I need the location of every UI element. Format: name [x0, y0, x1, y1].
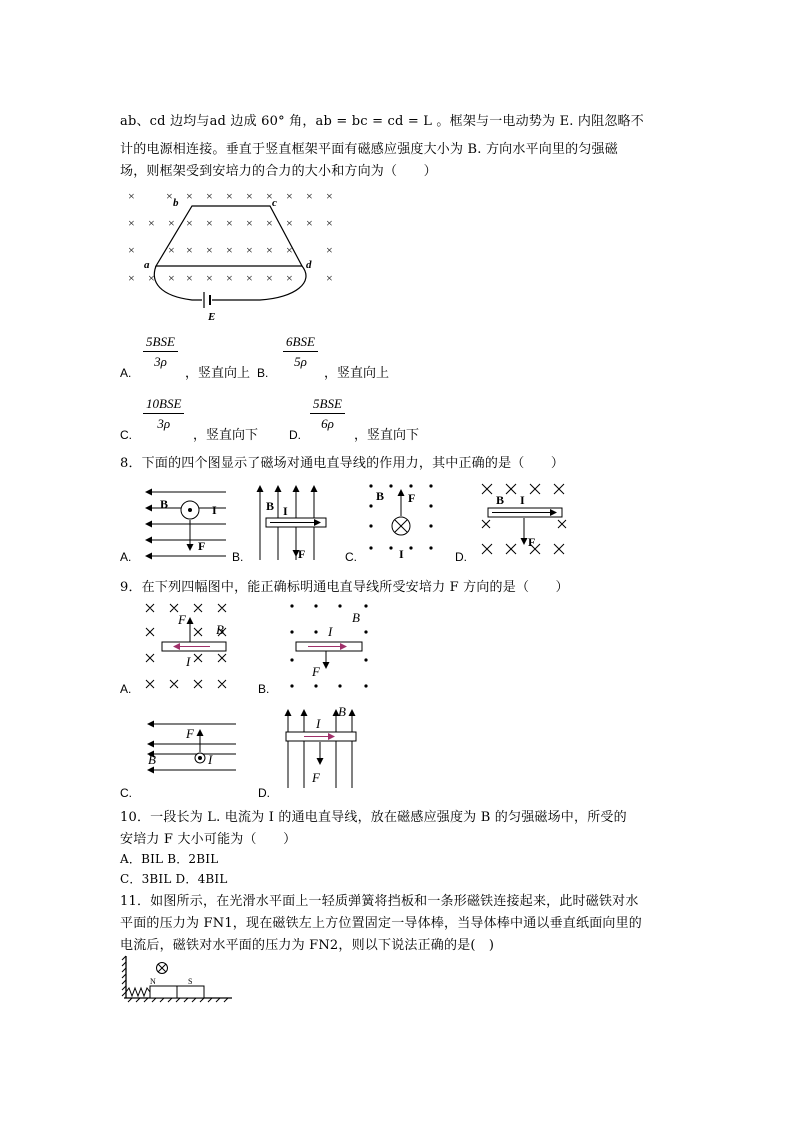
trapezoid-frame: [156, 206, 302, 266]
q8-figure-c: [369, 484, 432, 561]
q9-option-d[interactable]: D.: [258, 786, 270, 800]
svg-text:×: ×: [186, 271, 193, 285]
q11-magnet-figure: [118, 954, 238, 1006]
q9-figure-d: [286, 710, 356, 788]
q7-option-d-letter[interactable]: D.: [289, 428, 301, 442]
q9-a-b-label: B: [216, 622, 224, 637]
q7-option-b-letter[interactable]: B.: [257, 366, 269, 380]
label-c: c: [272, 197, 277, 209]
q7-option-d-fraction: [310, 396, 345, 432]
q7-option-c-den: 3ρ: [157, 416, 171, 431]
q10-line-2: 安培力 F 大小可能为（ ）: [120, 832, 297, 847]
q7-option-b-num: 6BSE: [283, 334, 318, 352]
svg-text:×: ×: [168, 243, 175, 257]
q11-line-2: 平面的压力为 FN1，现在磁铁左上方位置固定一导体棒，当导体棒中通以垂直纸面向里的: [120, 916, 642, 931]
svg-text:×: ×: [128, 189, 135, 203]
svg-text:×: ×: [206, 216, 213, 230]
magnet-n-label: N: [150, 977, 156, 986]
q7-option-c-num: 10BSE: [143, 396, 184, 414]
svg-text:×: ×: [128, 216, 135, 230]
q9-a-i-label: I: [186, 654, 191, 669]
q9-b-f-label: F: [312, 664, 320, 679]
svg-text:×: ×: [128, 271, 135, 285]
q10-options-cd[interactable]: C．3BIL D．4BIL: [120, 872, 228, 886]
label-b: b: [173, 197, 179, 209]
svg-text:×: ×: [226, 189, 233, 203]
svg-text:×: ×: [266, 216, 273, 230]
q7-option-a-num: 5BSE: [143, 334, 178, 352]
q8-option-c[interactable]: C.: [345, 550, 357, 564]
svg-text:×: ×: [206, 243, 213, 257]
svg-text:×: ×: [246, 271, 253, 285]
svg-text:×: ×: [326, 243, 333, 257]
q9-d-b-label: B: [338, 704, 346, 719]
q11-line-1: 11．如图所示，在光滑水平面上一轻质弹簧将挡板和一条形磁铁连接起来，此时磁铁对水: [120, 894, 639, 909]
svg-text:×: ×: [286, 271, 293, 285]
magnet-s-label: S: [188, 977, 193, 986]
svg-text:×: ×: [168, 216, 175, 230]
field-cross-marks: [128, 189, 333, 285]
q8-option-b[interactable]: B.: [232, 550, 244, 564]
q7-option-a-fraction: [143, 334, 178, 370]
q9-d-f-label: F: [312, 770, 320, 785]
q9-b-b-label: B: [352, 610, 360, 625]
svg-text:×: ×: [186, 189, 193, 203]
q7-line-3: 场，则框架受到安培力的合力的大小和方向为（ ）: [120, 164, 437, 179]
q8-figure-b: [260, 486, 326, 561]
label-d: d: [306, 259, 312, 271]
q8-option-d[interactable]: D.: [455, 550, 467, 564]
q7-option-c-fraction: [143, 396, 184, 432]
q7-line-1: ab、cd 边均与ad 边成 60° 角，ab = bc = cd = L 。框架与一电动势为 E. 内阻忽略不: [120, 114, 644, 129]
svg-text:×: ×: [246, 216, 253, 230]
q9-d-i-label: I: [316, 716, 321, 731]
svg-text:×: ×: [326, 271, 333, 285]
q7-option-d-num: 5BSE: [310, 396, 345, 414]
q8-d-b-label: B: [496, 493, 505, 507]
svg-text:×: ×: [306, 189, 313, 203]
svg-text:×: ×: [166, 189, 173, 203]
q8-b-b-label: B: [266, 499, 275, 513]
q8-c-i-label: I: [399, 547, 404, 561]
q8-a-i-label: I: [212, 503, 217, 517]
svg-text:×: ×: [226, 216, 233, 230]
svg-text:×: ×: [286, 189, 293, 203]
svg-text:×: ×: [246, 243, 253, 257]
q10-options-ab[interactable]: A．BIL B．2BIL: [120, 852, 219, 866]
q9-c-i-label: I: [208, 752, 213, 767]
q7-option-b-dir: ，竖直向上: [324, 366, 390, 381]
svg-text:×: ×: [306, 216, 313, 230]
q8-b-i-label: I: [283, 504, 288, 518]
q7-option-a-letter[interactable]: A.: [120, 366, 132, 380]
q9-b-i-label: I: [328, 624, 333, 639]
svg-text:×: ×: [148, 271, 155, 285]
svg-text:×: ×: [128, 243, 135, 257]
q7-option-d-den: 6ρ: [321, 416, 334, 431]
label-a: a: [144, 259, 150, 271]
q9-figures-cd: [140, 702, 380, 792]
svg-text:×: ×: [206, 271, 213, 285]
q9-c-b-label: B: [148, 752, 156, 767]
spring: [126, 988, 150, 996]
q8-a-f-label: F: [198, 539, 206, 553]
svg-text:×: ×: [266, 189, 273, 203]
q8-d-f-label: F: [528, 535, 536, 549]
q7-option-b-den: 5ρ: [294, 354, 307, 369]
q9-option-b[interactable]: B.: [258, 682, 270, 696]
svg-text:×: ×: [286, 243, 293, 257]
q7-frame-figure: [120, 182, 350, 322]
q8-c-f-label: F: [408, 491, 416, 505]
q8-a-b-label: B: [160, 497, 169, 511]
q10-line-1: 10．一段长为 L. 电流为 I 的通电直导线，放在磁感应强度为 B 的匀强磁场中，所受的: [120, 810, 627, 825]
q7-option-d-dir: ，竖直向下: [354, 428, 420, 443]
label-E: E: [208, 311, 216, 322]
svg-text:×: ×: [226, 271, 233, 285]
q7-option-b-fraction: [283, 334, 318, 370]
svg-text:×: ×: [326, 216, 333, 230]
svg-text:×: ×: [226, 243, 233, 257]
svg-text:×: ×: [266, 243, 273, 257]
q7-option-a-den: 3ρ: [154, 354, 167, 369]
svg-text:×: ×: [266, 271, 273, 285]
svg-text:×: ×: [186, 216, 193, 230]
lead-wire-left: [154, 266, 202, 300]
q8-option-a[interactable]: A.: [120, 550, 132, 564]
q8-c-b-label: B: [376, 489, 385, 503]
svg-text:×: ×: [186, 243, 193, 257]
q9-option-c[interactable]: C.: [120, 786, 132, 800]
svg-text:×: ×: [168, 271, 175, 285]
svg-text:×: ×: [246, 189, 253, 203]
q8-stem: 8．下面的四个图显示了磁场对通电直导线的作用力，其中正确的是（ ）: [120, 456, 565, 471]
q7-option-a-dir: ，竖直向上: [185, 366, 251, 381]
svg-text:×: ×: [206, 189, 213, 203]
svg-text:×: ×: [148, 216, 155, 230]
q7-option-c-dir: ，竖直向下: [193, 428, 259, 443]
q9-figure-a: [146, 604, 226, 688]
q7-option-c-letter[interactable]: C.: [120, 428, 132, 442]
svg-text:×: ×: [326, 189, 333, 203]
q9-a-f-label: F: [178, 612, 186, 627]
q8-b-f-label: F: [298, 547, 306, 561]
svg-text:×: ×: [286, 216, 293, 230]
q9-stem: 9．在下列四幅图中，能正确标明通电直导线所受安培力 F 方向的是（ ）: [120, 580, 569, 595]
q7-line-2: 计的电源相连接。垂直于竖直框架平面有磁感应强度大小为 B. 方向水平向里的匀强磁: [120, 142, 618, 157]
q8-figure-a: [146, 492, 226, 556]
q9-c-f-label: F: [186, 726, 194, 741]
q8-d-i-label: I: [520, 493, 525, 507]
q11-line-3: 电流后，磁铁对水平面的压力为 FN2，则以下说法正确的是( ): [120, 938, 495, 953]
q9-option-a[interactable]: A.: [120, 682, 132, 696]
